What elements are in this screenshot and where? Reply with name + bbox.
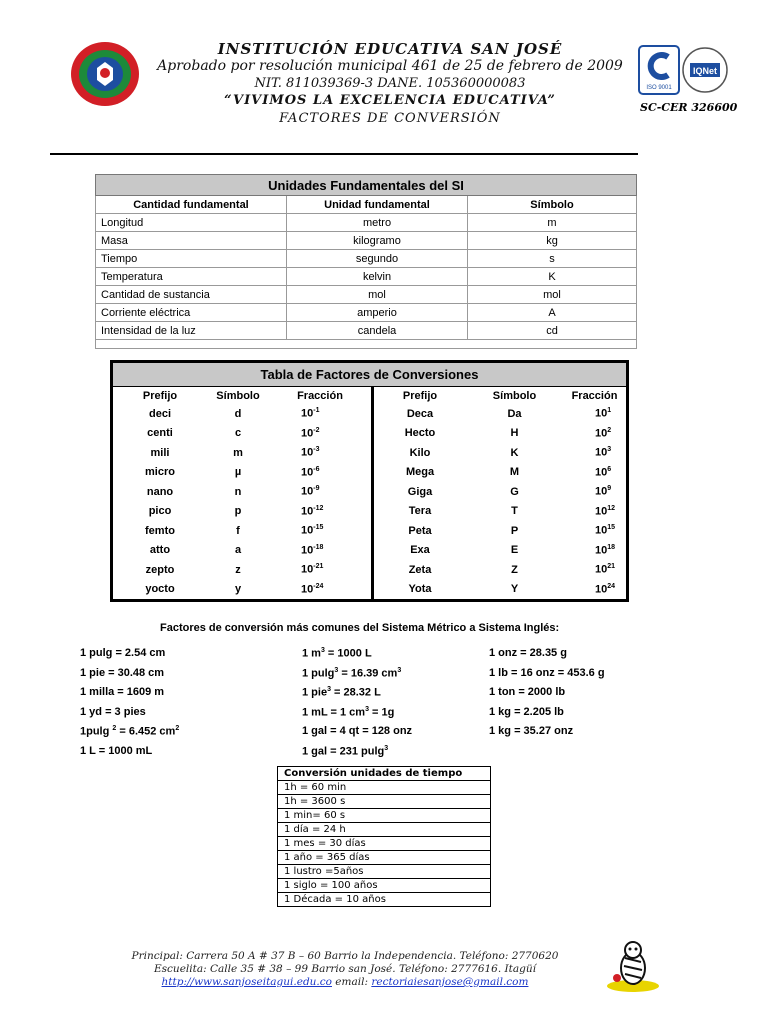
si-cell-symbol: A <box>468 304 637 322</box>
prefix-name: Mega <box>373 463 467 483</box>
table-row <box>113 580 626 600</box>
iqnet-cert-logo <box>682 45 728 95</box>
table-row <box>96 250 637 268</box>
footer-address-school: Escuelita: Calle 35 # 38 – 99 Barrio san José. Teléfono: 2777616. Itagüí <box>154 963 536 975</box>
table-row <box>96 268 637 286</box>
prefix-name: yocto <box>145 583 175 596</box>
factor-text: 1 pulg = 2.54 cm <box>80 647 166 659</box>
si-cell-symbol: K <box>468 268 637 286</box>
factor-text: 1 kg = 35.27 onz <box>489 725 574 737</box>
footer <box>95 950 595 989</box>
time-conversion-cell: 1 mes = 30 días <box>278 837 491 851</box>
conversion-factor <box>489 725 573 737</box>
prefix-fraction <box>269 502 373 522</box>
prefix-table-title: Tabla de Factores de Conversiones <box>113 363 626 387</box>
fraction-base: 10 <box>595 505 608 518</box>
prefix-fraction <box>269 443 373 463</box>
si-cell-quantity: Tiempo <box>96 250 287 268</box>
table-row <box>278 837 491 851</box>
prefix-fraction <box>563 521 626 541</box>
conversion-factor <box>302 667 401 680</box>
conversion-factor <box>489 647 567 659</box>
factor-text: 1 milla = 1609 m <box>80 686 165 698</box>
fraction-exponent: 6 <box>607 465 612 473</box>
fraction-base: 10 <box>301 583 314 596</box>
si-cell-unit: amperio <box>287 304 468 322</box>
factors-title: Factores de conversión más comunes del Sistema Métrico a Sistema Inglés: <box>160 622 560 634</box>
prefix-symbol: a <box>234 544 242 557</box>
prefix-name: Peta <box>373 521 467 541</box>
fraction-exponent: 12 <box>607 504 616 512</box>
prefix-name: femto <box>145 524 175 537</box>
prefix-name: micro <box>145 466 175 479</box>
prefix-header-fraccion-1: Fracción <box>297 389 343 402</box>
prefix-name: mili <box>150 446 170 459</box>
factor-text: 1 kg = 2.205 lb <box>489 705 564 718</box>
table-row <box>113 521 626 541</box>
prefix-symbol: z <box>235 563 241 576</box>
prefix-fraction <box>563 463 626 483</box>
table-row <box>96 232 637 250</box>
si-cell-quantity: Temperatura <box>96 268 287 286</box>
time-conversion-cell: 1h = 3600 s <box>278 795 491 809</box>
prefix-fraction <box>563 541 626 561</box>
fraction-exponent: 2 <box>607 426 612 434</box>
time-conversion-cell: 1 lustro =5años <box>278 865 491 879</box>
conversion-factor <box>302 706 394 719</box>
factor-text: 1 onz = 28.35 g <box>489 647 567 659</box>
mascot-logo <box>603 938 663 994</box>
fraction-exponent: -9 <box>313 485 320 493</box>
header-block <box>130 40 650 129</box>
factor-text: 1 pie = 30.48 cm <box>80 666 165 679</box>
svg-text:IQNet: IQNet <box>692 66 718 76</box>
fraction-base: 10 <box>595 583 608 596</box>
time-conversion-cell: 1 min= 60 s <box>278 809 491 823</box>
fraction-exponent: 1 <box>607 407 612 415</box>
prefix-fraction <box>269 424 373 444</box>
fraction-exponent: 15 <box>607 524 616 532</box>
table-row <box>113 424 626 444</box>
si-table-title: Unidades Fundamentales del SI <box>96 175 637 196</box>
iso-cert-logo <box>638 45 680 95</box>
fraction-exponent: 18 <box>607 543 616 551</box>
si-cell-symbol: s <box>468 250 637 268</box>
fraction-exponent: -1 <box>313 407 320 415</box>
si-cell-unit: metro <box>287 214 468 232</box>
si-cell-symbol: mol <box>468 286 637 304</box>
conversion-factor <box>489 686 565 698</box>
si-header-quantity: Cantidad fundamental <box>96 196 287 214</box>
fraction-exponent: -15 <box>313 524 324 532</box>
table-row <box>278 851 491 865</box>
conversion-factor <box>302 725 412 737</box>
factor-exponent: 2 <box>175 725 180 732</box>
prefix-header-fraccion-2: Fracción <box>571 389 618 402</box>
conversion-factor <box>80 647 165 659</box>
prefix-fraction <box>269 541 373 561</box>
conversion-factor <box>489 667 605 679</box>
fraction-base: 10 <box>301 466 314 479</box>
prefix-name: nano <box>146 485 174 498</box>
prefix-symbol: m <box>233 446 243 459</box>
fraction-base: 10 <box>301 544 314 557</box>
si-cell-unit: kelvin <box>287 268 468 286</box>
prefix-header-simbolo-2: Símbolo <box>492 389 537 402</box>
si-cell-quantity: Corriente eléctrica <box>96 304 287 322</box>
conversion-factor <box>302 686 381 699</box>
table-row <box>113 502 626 522</box>
conversion-factor <box>302 647 372 660</box>
fraction-base: 10 <box>595 447 608 460</box>
prefix-fraction <box>563 482 626 502</box>
factor-exponent: 3 <box>327 686 331 693</box>
prefix-fraction <box>563 580 626 600</box>
table-row <box>278 865 491 879</box>
table-row <box>113 443 626 463</box>
factor-text: 1 ton = 2000 lb <box>489 686 566 698</box>
prefix-symbol: M <box>509 466 520 479</box>
prefix-fraction <box>563 404 626 424</box>
fraction-exponent: -24 <box>313 582 324 590</box>
prefix-symbol: T <box>511 505 518 518</box>
prefix-name: atto <box>149 544 171 557</box>
si-cell-unit: candela <box>287 322 468 340</box>
email-label: email: <box>331 976 372 988</box>
fraction-exponent: -3 <box>313 446 320 454</box>
prefix-name: Kilo <box>373 443 467 463</box>
email-link[interactable]: rectoriaiesanjose@gmail.com <box>371 976 529 988</box>
si-table-spacer <box>96 340 637 349</box>
prefix-symbol: p <box>234 505 242 518</box>
conversion-factor <box>80 706 146 718</box>
prefix-name: Yota <box>373 580 467 600</box>
prefix-fraction <box>563 424 626 444</box>
prefix-fraction <box>269 560 373 580</box>
conversion-factor <box>489 706 564 718</box>
table-row <box>278 893 491 907</box>
table-row <box>278 795 491 809</box>
institution-name: INSTITUCIÓN EDUCATIVA SAN JOSÉ <box>217 40 563 58</box>
prefix-name: Tera <box>373 502 467 522</box>
factor-text: 1 pie <box>302 686 328 699</box>
prefix-symbol: Da <box>507 407 522 420</box>
fraction-exponent: 24 <box>607 582 616 590</box>
prefix-fraction <box>269 580 373 600</box>
si-cell-symbol: m <box>468 214 637 232</box>
prefix-name: Hecto <box>373 424 467 444</box>
factor-text: = 16.39 cm <box>338 667 398 680</box>
prefix-table <box>110 360 629 602</box>
prefix-name: Deca <box>373 404 467 424</box>
conversion-factor <box>80 725 179 738</box>
fraction-base: 10 <box>301 447 314 460</box>
fraction-base: 10 <box>595 408 608 421</box>
table-row <box>278 879 491 893</box>
si-cell-quantity: Masa <box>96 232 287 250</box>
prefix-name: pico <box>148 505 172 518</box>
factor-exponent: 3 <box>320 647 325 654</box>
factor-text: = 6.452 cm <box>116 725 176 738</box>
fraction-base: 10 <box>595 466 608 479</box>
fraction-base: 10 <box>595 544 608 557</box>
factor-text: 1 gal = 231 pulg <box>302 745 385 758</box>
factor-exponent: 3 <box>384 744 389 752</box>
nit-text: NIT. 811039369-3 DANE. 105360000083 <box>254 76 526 91</box>
si-cell-unit: segundo <box>287 250 468 268</box>
factor-text: 1 pulg <box>302 667 335 680</box>
prefix-fraction <box>563 560 626 580</box>
prefix-name: zepto <box>145 563 175 576</box>
fraction-exponent: -2 <box>313 426 320 434</box>
prefix-name: Giga <box>373 482 467 502</box>
si-cell-quantity: Intensidad de la luz <box>96 322 287 340</box>
prefix-header-prefijo-2: Prefijo <box>373 387 467 404</box>
cert-code: SC-CER 326600 <box>640 101 738 114</box>
factor-text: = 1g <box>369 706 395 719</box>
prefix-fraction <box>563 443 626 463</box>
factor-exponent: 2 <box>112 725 117 732</box>
fraction-exponent: 9 <box>607 485 612 493</box>
fraction-base: 10 <box>595 427 608 440</box>
factor-exponent: 3 <box>365 705 369 713</box>
fraction-base: 10 <box>301 427 314 440</box>
prefix-symbol: y <box>234 583 242 596</box>
fraction-base: 10 <box>301 564 314 577</box>
prefix-fraction <box>269 482 373 502</box>
time-conversion-cell: 1 día = 24 h <box>278 823 491 837</box>
fraction-exponent: -12 <box>313 504 324 512</box>
fraction-base: 10 <box>595 525 608 538</box>
time-table-title: Conversión unidades de tiempo <box>278 767 491 781</box>
prefix-fraction <box>563 502 626 522</box>
si-cell-symbol: cd <box>468 322 637 340</box>
table-row <box>278 809 491 823</box>
prefix-symbol: c <box>234 427 242 440</box>
prefix-symbol: n <box>234 485 242 498</box>
time-conversion-cell: 1 siglo = 100 años <box>278 879 491 893</box>
factor-text: 1 lb = 16 onz = 453.6 g <box>489 666 605 679</box>
fraction-base: 10 <box>595 486 608 499</box>
table-row <box>96 304 637 322</box>
factor-text: 1 yd = 3 pies <box>80 705 146 718</box>
document-title: FACTORES DE CONVERSIÓN <box>279 111 501 126</box>
time-conversion-table <box>277 766 491 907</box>
prefix-fraction <box>269 463 373 483</box>
si-header-symbol: Símbolo <box>468 196 637 214</box>
prefix-symbol: d <box>234 407 242 420</box>
table-row <box>113 463 626 483</box>
si-cell-quantity: Longitud <box>96 214 287 232</box>
table-row <box>96 214 637 232</box>
prefix-name: Zeta <box>373 560 467 580</box>
conversion-factor <box>80 667 164 679</box>
fraction-exponent: -18 <box>313 543 324 551</box>
prefix-symbol: P <box>510 524 519 537</box>
resolution-text: Aprobado por resolución municipal 461 de 25 de febrero de 2009 <box>157 58 623 74</box>
prefix-fraction <box>269 404 373 424</box>
factor-text: 1 mL = 1 cm <box>302 706 366 719</box>
fraction-exponent: -21 <box>313 563 324 571</box>
header-divider <box>50 153 638 155</box>
footer-address-main: Principal: Carrera 50 A # 37 B – 60 Barrio la Independencia. Teléfono: 2770620 <box>131 950 559 962</box>
fraction-base: 10 <box>301 505 314 518</box>
prefix-symbol: E <box>510 544 519 557</box>
fraction-base: 10 <box>595 564 608 577</box>
factor-text: 1pulg <box>80 725 113 738</box>
fraction-exponent: -6 <box>313 465 320 473</box>
factor-text: 1 L = 1000 mL <box>80 744 153 757</box>
prefix-name: deci <box>148 407 171 420</box>
table-row <box>113 560 626 580</box>
fraction-base: 10 <box>301 525 314 538</box>
svg-text:ISO 9001: ISO 9001 <box>646 85 672 91</box>
factor-text: = 28.32 L <box>330 686 381 699</box>
table-row <box>113 482 626 502</box>
prefix-symbol: H <box>510 427 519 440</box>
conversion-factor <box>80 686 164 698</box>
prefix-symbol: Z <box>511 563 518 576</box>
time-conversion-cell: 1h = 60 min <box>278 781 491 795</box>
prefix-symbol: µ <box>234 466 242 479</box>
factor-exponent: 3 <box>334 666 339 674</box>
factor-text: 1 m <box>302 647 321 660</box>
prefix-symbol: G <box>510 485 519 498</box>
table-row <box>113 404 626 424</box>
factor-text: 1 gal = 4 qt = 128 onz <box>302 725 413 737</box>
fraction-exponent: 21 <box>607 563 616 571</box>
website-link[interactable]: http://www.sanjoseitagui.edu.co <box>161 976 332 988</box>
factor-exponent: 3 <box>397 666 402 674</box>
si-cell-unit: mol <box>287 286 468 304</box>
si-units-table <box>95 174 637 349</box>
si-cell-unit: kilogramo <box>287 232 468 250</box>
table-row <box>96 322 637 340</box>
prefix-header-prefijo-1: Prefijo <box>142 389 178 402</box>
motto-text: “VIVIMOS LA EXCELENCIA EDUCATIVA” <box>224 93 556 108</box>
fraction-base: 10 <box>301 486 314 499</box>
footer-contact <box>95 976 595 989</box>
time-conversion-cell: 1 año = 365 días <box>278 851 491 865</box>
table-row <box>113 541 626 561</box>
prefix-symbol: Y <box>510 583 519 596</box>
time-conversion-cell: 1 Década = 10 años <box>278 893 491 907</box>
prefix-symbol: f <box>236 524 240 537</box>
prefix-header-simbolo-1: Símbolo <box>216 389 260 402</box>
conversion-factor <box>302 745 388 758</box>
si-cell-symbol: kg <box>468 232 637 250</box>
prefix-name: centi <box>147 427 173 440</box>
conversion-factor <box>80 745 152 757</box>
table-row <box>96 286 637 304</box>
prefix-fraction <box>269 521 373 541</box>
table-row <box>278 781 491 795</box>
fraction-exponent: 3 <box>607 446 612 454</box>
factor-text: = 1000 L <box>324 647 372 660</box>
si-cell-quantity: Cantidad de sustancia <box>96 286 287 304</box>
fraction-base: 10 <box>301 408 314 421</box>
si-header-unit: Unidad fundamental <box>287 196 468 214</box>
table-row <box>278 823 491 837</box>
prefix-name: Exa <box>373 541 467 561</box>
prefix-symbol: K <box>510 446 519 459</box>
